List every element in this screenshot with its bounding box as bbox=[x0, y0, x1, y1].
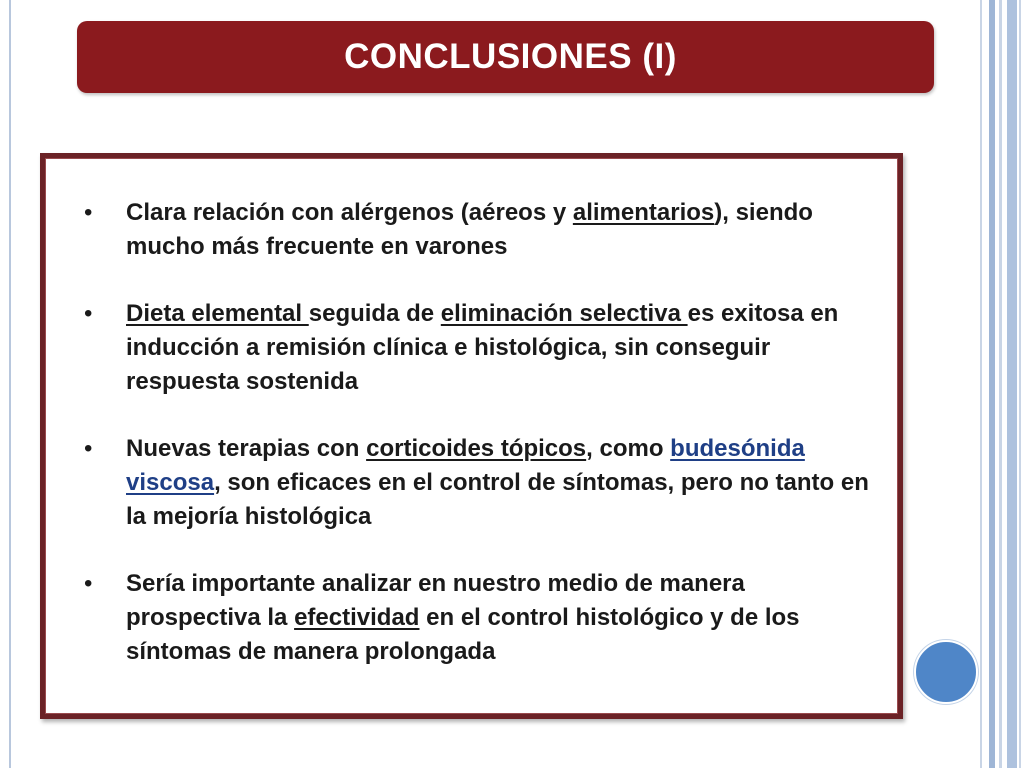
bullet-text-segment: efectividad bbox=[294, 604, 420, 631]
bullet-text-segment: , son eficaces en el control de síntomas, pero no tanto en la mejoría histológica bbox=[126, 469, 869, 530]
bullet-text-segment: Clara relación con alérgenos (aéreos y bbox=[126, 199, 573, 226]
bullet-list bbox=[80, 196, 880, 702]
right-border-stripe bbox=[1007, 0, 1017, 768]
bullet-item bbox=[80, 297, 880, 399]
title-bar bbox=[77, 21, 934, 93]
bullet-text-segment: corticoides tópicos bbox=[366, 435, 587, 462]
bullet-item bbox=[80, 196, 880, 264]
right-border-stripe bbox=[980, 0, 982, 768]
left-border-line bbox=[9, 0, 11, 768]
bullet-text-segment: eliminación selectiva bbox=[440, 300, 688, 327]
bullet-text-segment: en el control histológico y de los síntomas de manera prolongada bbox=[126, 604, 800, 665]
right-border-stripe bbox=[989, 0, 995, 768]
right-border-stripe bbox=[999, 0, 1002, 768]
bullet-marker: • bbox=[84, 570, 93, 597]
bullet-text-segment: es exitosa en inducción a remisión clínica e histológica, sin conseguir respuesta sostenida bbox=[126, 300, 839, 395]
bullet-text-segment: ), siendo mucho más frecuente en varones bbox=[126, 199, 813, 260]
bullet-text-segment: Sería importante analizar en nuestro medio de manera prospectiva la bbox=[126, 570, 745, 631]
bullet-marker: • bbox=[84, 300, 93, 327]
bullet-text-segment: Nuevas terapias con bbox=[126, 435, 367, 462]
bullet-marker: • bbox=[84, 435, 93, 462]
slide-title: CONCLUSIONES (I) bbox=[344, 37, 677, 76]
decorative-circle bbox=[914, 640, 978, 704]
bullet-item bbox=[80, 432, 880, 534]
bullet-text-segment: seguida de bbox=[308, 300, 441, 327]
bullet-text-segment: Dieta elemental bbox=[126, 300, 309, 327]
right-border-stripe bbox=[1019, 0, 1021, 768]
bullet-marker: • bbox=[84, 199, 93, 226]
bullet-text-segment: alimentarios bbox=[572, 199, 715, 226]
bullet-text-segment: budesónida viscosa bbox=[126, 435, 805, 496]
bullet-item bbox=[80, 567, 880, 669]
bullet-text-segment: , como bbox=[586, 435, 671, 462]
